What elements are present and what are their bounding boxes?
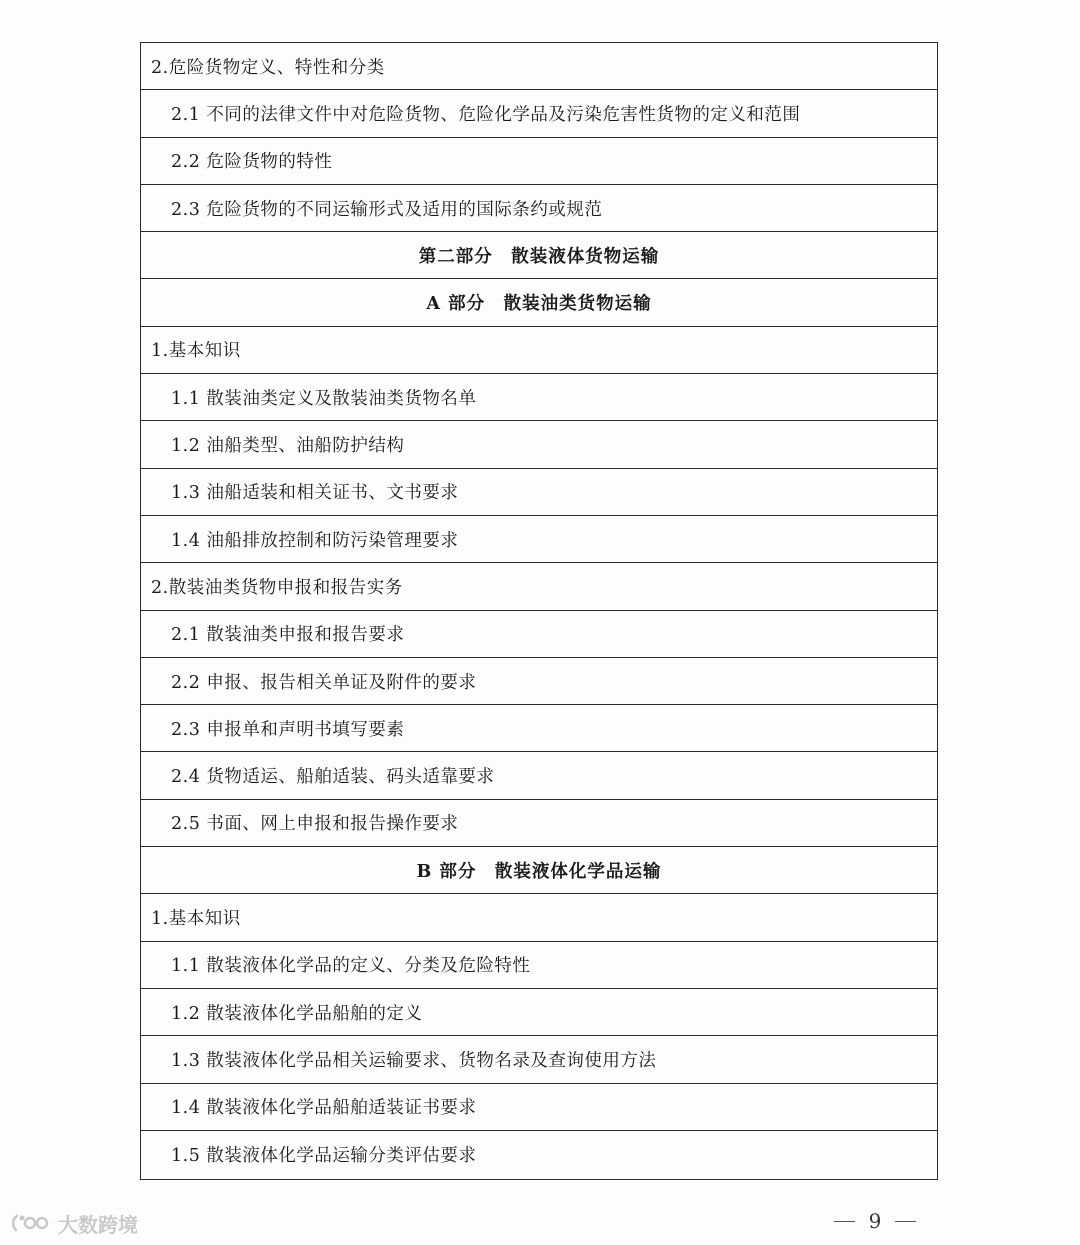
row-text: 2.1 不同的法律文件中对危险货物、危险化学品及污染危害性货物的定义和范围 bbox=[171, 104, 801, 125]
table-row bbox=[141, 185, 937, 232]
table-row bbox=[141, 1131, 937, 1179]
table-row bbox=[141, 752, 937, 799]
section-heading-row bbox=[141, 847, 937, 894]
row-text: 1.1 散装液体化学品的定义、分类及危险特性 bbox=[171, 956, 531, 977]
row-text: 2.5 书面、网上申报和报告操作要求 bbox=[171, 814, 459, 835]
outline-table bbox=[140, 42, 938, 1180]
table-row bbox=[141, 800, 937, 847]
table-row bbox=[141, 90, 937, 137]
table-row bbox=[141, 43, 937, 90]
row-text: 2.2 危险货物的特性 bbox=[171, 152, 333, 173]
row-text: 2.4 货物适运、船舶适装、码头适靠要求 bbox=[171, 767, 495, 788]
watermark bbox=[10, 1208, 138, 1238]
table-row bbox=[141, 516, 937, 563]
table-row bbox=[141, 894, 937, 941]
row-text: 1.基本知识 bbox=[151, 908, 241, 929]
table-row bbox=[141, 563, 937, 610]
logo-icon bbox=[10, 1210, 54, 1236]
table-row bbox=[141, 327, 937, 374]
row-text: 2.危险货物定义、特性和分类 bbox=[151, 57, 385, 78]
table-row bbox=[141, 421, 937, 468]
row-text: 2.2 申报、报告相关单证及附件的要求 bbox=[171, 672, 477, 693]
table-row bbox=[141, 989, 937, 1036]
row-text: 1.2 油船类型、油船防护结构 bbox=[171, 436, 405, 457]
section-heading-row bbox=[141, 232, 937, 279]
page-footer bbox=[820, 1206, 930, 1236]
row-text: 2.3 申报单和声明书填写要素 bbox=[171, 719, 405, 740]
row-text: 2.3 危险货物的不同运输形式及适用的国际条约或规范 bbox=[171, 199, 603, 220]
row-text: 1.5 散装液体化学品运输分类评估要求 bbox=[171, 1146, 477, 1167]
row-text: 1.4 散装液体化学品船舶适装证书要求 bbox=[171, 1098, 477, 1119]
row-text: 1.基本知识 bbox=[151, 341, 241, 362]
table-row bbox=[141, 705, 937, 752]
section-heading: B 部分 散装液体化学品运输 bbox=[416, 861, 662, 882]
table-row bbox=[141, 1084, 937, 1131]
row-text: 2.1 散装油类申报和报告要求 bbox=[171, 625, 405, 646]
table-row bbox=[141, 942, 937, 989]
row-text: 1.3 油船适装和相关证书、文书要求 bbox=[171, 483, 459, 504]
table-row bbox=[141, 469, 937, 516]
section-heading-row bbox=[141, 279, 937, 326]
table-row bbox=[141, 1036, 937, 1083]
row-text: 1.2 散装液体化学品船舶的定义 bbox=[171, 1003, 423, 1024]
footer-dash-right bbox=[895, 1221, 916, 1222]
table-row bbox=[141, 138, 937, 185]
row-text: 1.3 散装液体化学品相关运输要求、货物名录及查询使用方法 bbox=[171, 1050, 657, 1071]
page-number: 9 bbox=[868, 1209, 882, 1233]
watermark-text: 大数跨境 bbox=[58, 1212, 138, 1237]
row-text: 2.散装油类货物申报和报告实务 bbox=[151, 577, 403, 598]
row-text: 1.4 油船排放控制和防污染管理要求 bbox=[171, 530, 459, 551]
table-row bbox=[141, 374, 937, 421]
section-heading: A 部分 散装油类货物运输 bbox=[426, 294, 652, 315]
footer-dash-left bbox=[834, 1221, 855, 1222]
table-row bbox=[141, 658, 937, 705]
row-text: 1.1 散装油类定义及散装油类货物名单 bbox=[171, 388, 477, 409]
section-heading: 第二部分 散装液体货物运输 bbox=[418, 246, 660, 267]
table-row bbox=[141, 611, 937, 658]
